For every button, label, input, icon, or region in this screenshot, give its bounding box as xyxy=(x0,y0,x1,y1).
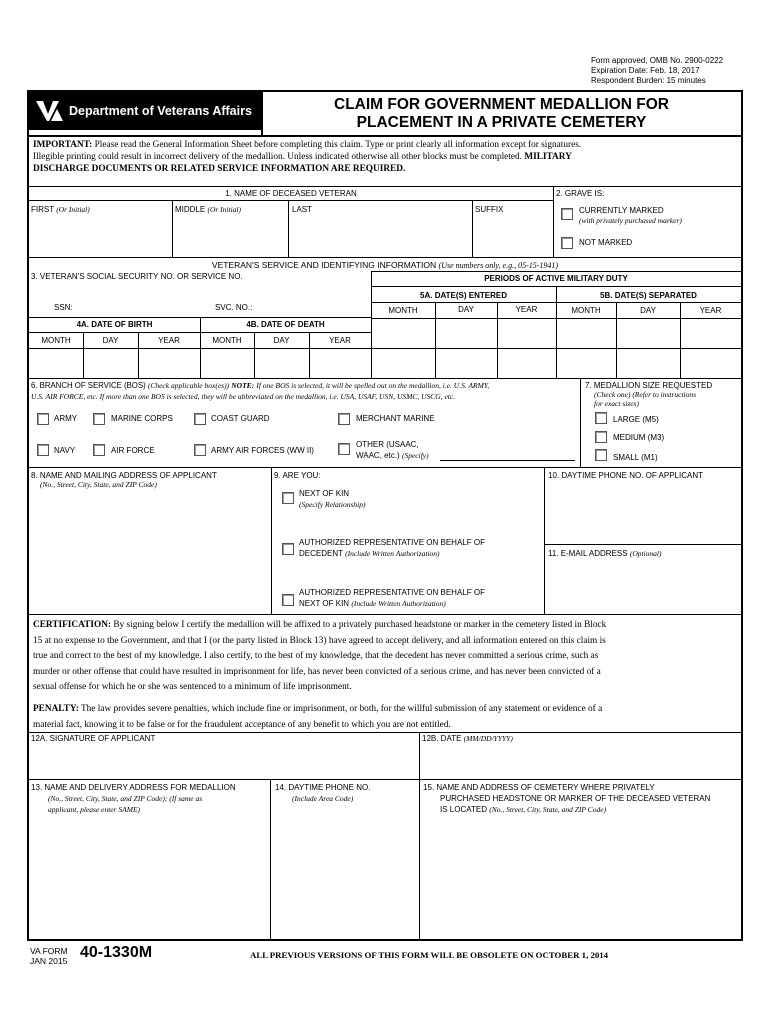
block8-hint: (No., Street, City, State, and ZIP Code) xyxy=(40,480,157,489)
medium-m3-label: MEDIUM (M3) xyxy=(613,433,665,442)
air-force-checkbox[interactable] xyxy=(93,444,105,456)
service-info-title: VETERAN'S SERVICE AND IDENTIFYING INFORMATION (Use numbers only, e.g., 05-15-1941) xyxy=(211,260,559,270)
other-branch-specify-line[interactable] xyxy=(440,460,575,461)
block6-title: 6. BRANCH OF SERVICE (BOS) (Check applicable box(es)) NOTE: If one BOS is selected, it will be spelled out on the medallion, i.e. U.S. ARMY, xyxy=(31,381,490,390)
merchant-marine-checkbox[interactable] xyxy=(338,413,350,425)
form-title-line2: PLACEMENT IN A PRIVATE CEMETERY xyxy=(356,114,647,131)
form-title-line1: CLAIM FOR GOVERNMENT MEDALLION FOR xyxy=(334,96,669,113)
5b-month-label: MONTH xyxy=(571,306,601,315)
block7-hint-1: (Check one) (Refer to instructions xyxy=(594,390,697,399)
block5b-title: 5B. DATE(S) SEPARATED xyxy=(600,291,697,300)
block7-hint-2: for exact sizes) xyxy=(594,399,639,408)
not-marked-label: NOT MARKED xyxy=(579,238,633,247)
block5a-title: 5A. DATE(S) ENTERED xyxy=(420,291,507,300)
next-of-kin-label: NEXT OF KIN xyxy=(299,489,350,498)
large-m5-checkbox[interactable] xyxy=(595,412,607,424)
footer-va-form: VA FORM xyxy=(30,946,68,956)
important-notice: IMPORTANT: Please read the General Information Sheet before completing this claim. Type or print clearly all information except for signatures. Illegible printing could result in incorrect delivery of the medallion. Unless indicated otherwise all other blocks must be completed. MILITARY DISCHARGE DOCUMENTS OR RELATED SERVICE INFORMATION ARE REQUIRED. xyxy=(33,140,582,174)
block11-title: 11. E-MAIL ADDRESS (Optional) xyxy=(548,549,662,558)
block15-title-3: IS LOCATED (No., Street, City, State, and ZIP Code) xyxy=(440,805,607,814)
rep-next-of-kin-label-1: AUTHORIZED REPRESENTATIVE ON BEHALF OF xyxy=(299,588,485,597)
currently-marked-label: CURRENTLY MARKED xyxy=(579,206,664,215)
block8-title: 8. NAME AND MAILING ADDRESS OF APPLICANT xyxy=(31,471,217,480)
omb-number: Form approved, OMB No. 2900-0222 xyxy=(591,56,724,65)
4a-day-label: DAY xyxy=(102,336,119,345)
block9-title: 9. ARE YOU: xyxy=(274,471,321,480)
block1-title: 1. NAME OF DECEASED VETERAN xyxy=(225,189,357,198)
coast-guard-checkbox[interactable] xyxy=(194,413,206,425)
block14-hint: (Include Area Code) xyxy=(292,794,354,803)
next-of-kin-checkbox[interactable] xyxy=(282,492,294,504)
air-force-label: AIR FORCE xyxy=(111,446,155,455)
block14-title: 14. DAYTIME PHONE NO. xyxy=(275,783,371,792)
marine-corps-checkbox[interactable] xyxy=(93,413,105,425)
agency-name: Department of Veterans Affairs xyxy=(69,104,252,118)
large-m5-label: LARGE (M5) xyxy=(613,415,659,424)
other-branch-label-1: OTHER (USAAC, xyxy=(356,440,419,449)
block10-title: 10. DAYTIME PHONE NO. OF APPLICANT xyxy=(548,471,703,480)
army-air-forces-label: ARMY AIR FORCES (WW II) xyxy=(211,446,314,455)
form-number: 40-1330M xyxy=(80,944,153,961)
block3-title: 3. VETERAN'S SOCIAL SECURITY NO. OR SERVICE NO. xyxy=(31,272,243,281)
navy-checkbox[interactable] xyxy=(37,444,49,456)
va-header-block xyxy=(29,92,261,130)
footer-date: JAN 2015 xyxy=(30,956,68,966)
navy-label: NAVY xyxy=(54,446,76,455)
ssn-label: SSN: xyxy=(54,303,73,312)
coast-guard-label: COAST GUARD xyxy=(211,414,270,423)
block13-hint-1: (No., Street, City, State, and ZIP Code); (If same as xyxy=(48,794,203,803)
svc-no-label: SVC. NO.: xyxy=(215,303,253,312)
block13-title: 13. NAME AND DELIVERY ADDRESS FOR MEDALLION xyxy=(31,783,236,792)
block15-title-2: PURCHASED HEADSTONE OR MARKER OF THE DECEASED VETERAN xyxy=(440,794,711,803)
small-m1-label: SMALL (M1) xyxy=(613,453,658,462)
block7-title: 7. MEDALLION SIZE REQUESTED xyxy=(585,381,713,390)
other-branch-label-2: WAAC, etc.) (Specify) xyxy=(356,451,429,460)
other-branch-checkbox[interactable] xyxy=(338,443,350,455)
block6-note: U.S. AIR FORCE, etc. If more than one BOS is selected, they will be abbreviated on the medallion, i.e. USA, USAF, USN, USMC, USCG, etc. xyxy=(31,392,456,401)
block12b-title: 12B. DATE (MM/DD/YYYY) xyxy=(422,734,513,743)
periods-title: PERIODS OF ACTIVE MILITARY DUTY xyxy=(484,274,628,283)
respondent-burden: Respondent Burden: 15 minutes xyxy=(591,76,706,85)
va-logo-icon xyxy=(35,100,65,122)
block4b-title: 4B. DATE OF DEATH xyxy=(246,320,325,329)
middle-name-label: MIDDLE (Or Initial) xyxy=(175,205,242,214)
4b-month-label: MONTH xyxy=(212,336,242,345)
currently-marked-hint: (with privately purchased marker) xyxy=(579,216,682,225)
certification-text: CERTIFICATION: By signing below I certify the medallion will be affixed to a privately purchased headstone or marker in the cemetery listed in Block 15 at no expense to the Government, and that I (or the party listed in Block 13) have agreed to accept delivery, and all information entered on this claim is true and correct to the best of my knowledge. I also certify, to the best of my knowledge, that the decedent has never committed a serious crime, such as murder or other offense that could have resulted in imprisonment for life, has never been convicted of a serious crime, and has never been convicted of a sexual offense for which he or she was sentenced to a minimum of life imprisonment. xyxy=(33,620,607,692)
4b-day-label: DAY xyxy=(273,336,290,345)
block2-title: 2. GRAVE IS: xyxy=(556,189,605,198)
rep-decedent-label-1: AUTHORIZED REPRESENTATIVE ON BEHALF OF xyxy=(299,538,485,547)
rep-next-of-kin-checkbox[interactable] xyxy=(282,594,294,606)
5a-month-label: MONTH xyxy=(388,306,418,315)
4a-year-label: YEAR xyxy=(158,336,180,345)
next-of-kin-hint: (Specify Relationship) xyxy=(299,500,366,509)
5a-day-label: DAY xyxy=(458,305,474,314)
block4a-title: 4A. DATE OF BIRTH xyxy=(76,320,153,329)
small-m1-checkbox[interactable] xyxy=(595,449,607,461)
army-checkbox[interactable] xyxy=(37,413,49,425)
4a-month-label: MONTH xyxy=(41,336,71,345)
block13-hint-2: applicant, please enter SAME) xyxy=(48,805,141,814)
5b-year-label: YEAR xyxy=(699,306,722,315)
army-label: ARMY xyxy=(54,414,78,423)
currently-marked-checkbox[interactable] xyxy=(561,208,573,220)
4b-year-label: YEAR xyxy=(329,336,351,345)
last-name-label: LAST xyxy=(292,205,313,214)
army-air-forces-checkbox[interactable] xyxy=(194,444,206,456)
expiration-date: Expiration Date: Feb. 18, 2017 xyxy=(591,66,700,75)
not-marked-checkbox[interactable] xyxy=(561,237,573,249)
5a-year-label: YEAR xyxy=(515,305,538,314)
rep-next-of-kin-label-2: NEXT OF KIN (Include Written Authorization) xyxy=(299,599,446,608)
first-name-label: FIRST (Or Initial) xyxy=(31,205,90,214)
rep-decedent-checkbox[interactable] xyxy=(282,543,294,555)
merchant-marine-label: MERCHANT MARINE xyxy=(356,414,435,423)
footer-notice: ALL PREVIOUS VERSIONS OF THIS FORM WILL BE OBSOLETE ON OCTOBER 1, 2014 xyxy=(250,950,609,960)
medium-m3-checkbox[interactable] xyxy=(595,431,607,443)
marine-corps-label: MARINE CORPS xyxy=(111,414,173,423)
5b-day-label: DAY xyxy=(640,306,656,315)
rep-decedent-label-2: DECEDENT (Include Written Authorization) xyxy=(299,549,440,558)
penalty-text: PENALTY: The law provides severe penalties, which include fine or imprisonment, or both, for the willful submission of any statement or evidence of a material fact, knowing it to be false or for the fraudulent acceptance of any benefit to which you are not entitled. xyxy=(33,704,603,730)
suffix-label: SUFFIX xyxy=(475,205,504,214)
block15-title-1: 15. NAME AND ADDRESS OF CEMETERY WHERE PRIVATELY xyxy=(423,783,655,792)
block12a-title: 12A. SIGNATURE OF APPLICANT xyxy=(31,734,156,743)
